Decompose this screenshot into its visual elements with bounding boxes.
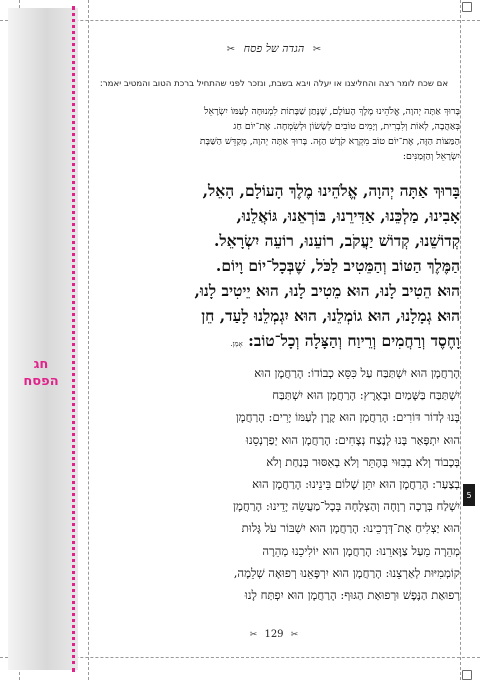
instruction-note: אם שכח לומר רצה והחליצנו או יעלה ויבא בשבת, ונזכר לפני שהתחיל ברכת הטוב והמטיב יאמר: bbox=[99, 79, 449, 89]
pink-dotted-rule bbox=[72, 6, 75, 672]
page-edge-tab[interactable]: 5 bbox=[463, 484, 475, 506]
margin-label-line-2: הפסח bbox=[23, 374, 59, 389]
text-line-content: וָחֶסֶד וְרַחֲמִים וְרֵיוַח וְהַצָּלָה וְכָל־טוֹב: bbox=[248, 331, 460, 350]
scissors-ornament-icon: ✂ bbox=[249, 630, 258, 640]
text-line: יִשְׂרָאֵל וְהַזְּמַנִּים: bbox=[402, 151, 460, 162]
text-line: הוּא גְמָלָנוּ, הוּא גוֹמְלֵנוּ, הוּא יִגְמְלֵנוּ לָעַד, חֵן bbox=[201, 306, 460, 325]
shabbat-insertion-paragraph bbox=[88, 104, 460, 164]
scissors-ornament-icon: ✂ bbox=[312, 44, 322, 55]
text-line: בְצַעַר: הָרַחֲמָן הוּא יִתֵּן שָׁלוֹם בֵּינֵינוּ: הָרַחֲמָן הוּא bbox=[252, 477, 460, 492]
scissors-ornament-icon: ✂ bbox=[226, 44, 236, 55]
amen-response: אָמֵן. bbox=[230, 340, 243, 348]
text-line: בְּכָבוֹד וְלֹא בְבִזּוּי בְּהֶתֵּר וְלֹא בְאִסּוּר בְּנַחַת וְלֹא bbox=[266, 454, 460, 469]
text-line: בְּאַהֲבָה, לְאוֹת וְלִבְרִית, וְיָמִים טוֹבִים לְשָׂשׂוֹן וּלְשִׂמְחָה. אֶת־יוֹם חַג bbox=[233, 121, 460, 132]
text-line: יִשְׁלַח בְּרָכָה רְוָחָה וְהַצְלָחָה בְּכָל־מַעֲשֵׂה יָדֵינוּ: הָרַחֲמָן bbox=[233, 499, 460, 514]
blessing-paragraph bbox=[88, 178, 460, 357]
page-content bbox=[88, 0, 460, 680]
text-line: יִשְׁתַּבַּח בַּשָּׁמַיִם וּבָאָרֶץ: הָרַחֲמָן הוּא יִשְׁתַּבַּח bbox=[272, 388, 460, 403]
text-line: בָּרוּךְ אַתָּה יְהוָה, אֱלֹהֵינוּ מֶלֶךְ הָעוֹלָם, הָאֵל, bbox=[202, 181, 460, 200]
margin-side-panel bbox=[8, 8, 78, 670]
text-line: רְפוּאַת הַנֶּפֶשׁ וּרְפוּאַת הַגּוּף: הָרַחֲמָן הוּא יִפְתַּח לָנוּ bbox=[244, 588, 460, 603]
margin-section-label bbox=[14, 356, 68, 390]
text-line: הָרַחֲמָן הוּא יִשְׁתַּבַּח עַל כִּסֵּא כְבוֹדוֹ: הָרַחֲמָן הוּא bbox=[254, 366, 460, 380]
scissors-ornament-icon: ✂ bbox=[290, 630, 299, 640]
page-number: 129 bbox=[264, 629, 284, 640]
text-line: הוּא הֵטִיב לָנוּ, הוּא מֵטִיב לָנוּ, הוּא יֵיטִיב לָנוּ, bbox=[194, 281, 460, 300]
text-line-final bbox=[88, 328, 460, 357]
text-line: הוּא יַצְלִיחַ אֶת־דְּרָכֵינוּ: הָרַחֲמָן הוּא יִשְׁבּוֹר עֹל גָּלוּת bbox=[241, 521, 460, 536]
margin-label-line-1: חג bbox=[33, 357, 49, 372]
corner-mark-top bbox=[462, 2, 472, 12]
text-line: בָּנוּ לְדוֹר דּוֹרִים: הָרַחֲמָן הוּא קֶרֶן לְעַמּוֹ יָרִים: הָרַחֲמָן bbox=[235, 410, 460, 425]
running-head bbox=[88, 42, 460, 55]
text-line: הַמֶּלֶךְ הַטּוֹב וְהַמֵּטִיב לַכֹּל, שֶׁבְּכָל־יוֹם וָיוֹם. bbox=[215, 256, 460, 275]
text-line: אָבִינוּ, מַלְכֵּנוּ, אַדִּירֵנוּ, בּוֹרְאֵנוּ, גּוֹאֲלֵנוּ, bbox=[236, 206, 460, 225]
text-line: הוּא יִתְפָּאַר בָּנוּ לָנֶצַח נְצָחִים: הָרַחֲמָן הוּא יְפַרְנְסֵנוּ bbox=[245, 432, 460, 447]
corner-mark-bottom bbox=[462, 670, 472, 680]
trim-guide-right bbox=[460, 0, 461, 680]
text-line: הַמַּצּוֹת הַזֶּה, אֶת־יוֹם טוֹב מִקְרָא קֹדֶשׁ הַזֶּה. בָּרוּךְ אַתָּה יְהוָה, מְקַדֵּשׁ הַשַּׁבָּת bbox=[199, 136, 460, 147]
harachaman-paragraph bbox=[88, 362, 460, 606]
text-line: קְדוֹשֵׁנוּ, קְדוֹשׁ יַעֲקֹב, רוֹעֵנוּ, רוֹעֵה יִשְׂרָאֵל. bbox=[213, 231, 460, 250]
text-line: מְהֵרָה מֵעַל צַוָּארֵנוּ: הָרַחֲמָן הוּא יוֹלִיכֵנוּ מְהֵרָה bbox=[262, 543, 460, 558]
text-line: קוֹמְמִיּוּת לְאַרְצֵנוּ: הָרַחֲמָן הוּא יִרְפָּאֵנוּ רְפוּאָה שְׁלֵמָה, bbox=[233, 565, 460, 580]
text-line: בָּרוּךְ אַתָּה יְהוָה, אֱלֹהֵינוּ מֶלֶךְ הָעוֹלָם, שֶׁנָּתַן שַׁבָּתוֹת לִמְנוּחָה לְעַמּוֹ יִשְׂרָאֵל bbox=[204, 106, 460, 117]
page-footer bbox=[88, 629, 460, 640]
running-head-title: הגדה של פסח bbox=[243, 42, 305, 55]
